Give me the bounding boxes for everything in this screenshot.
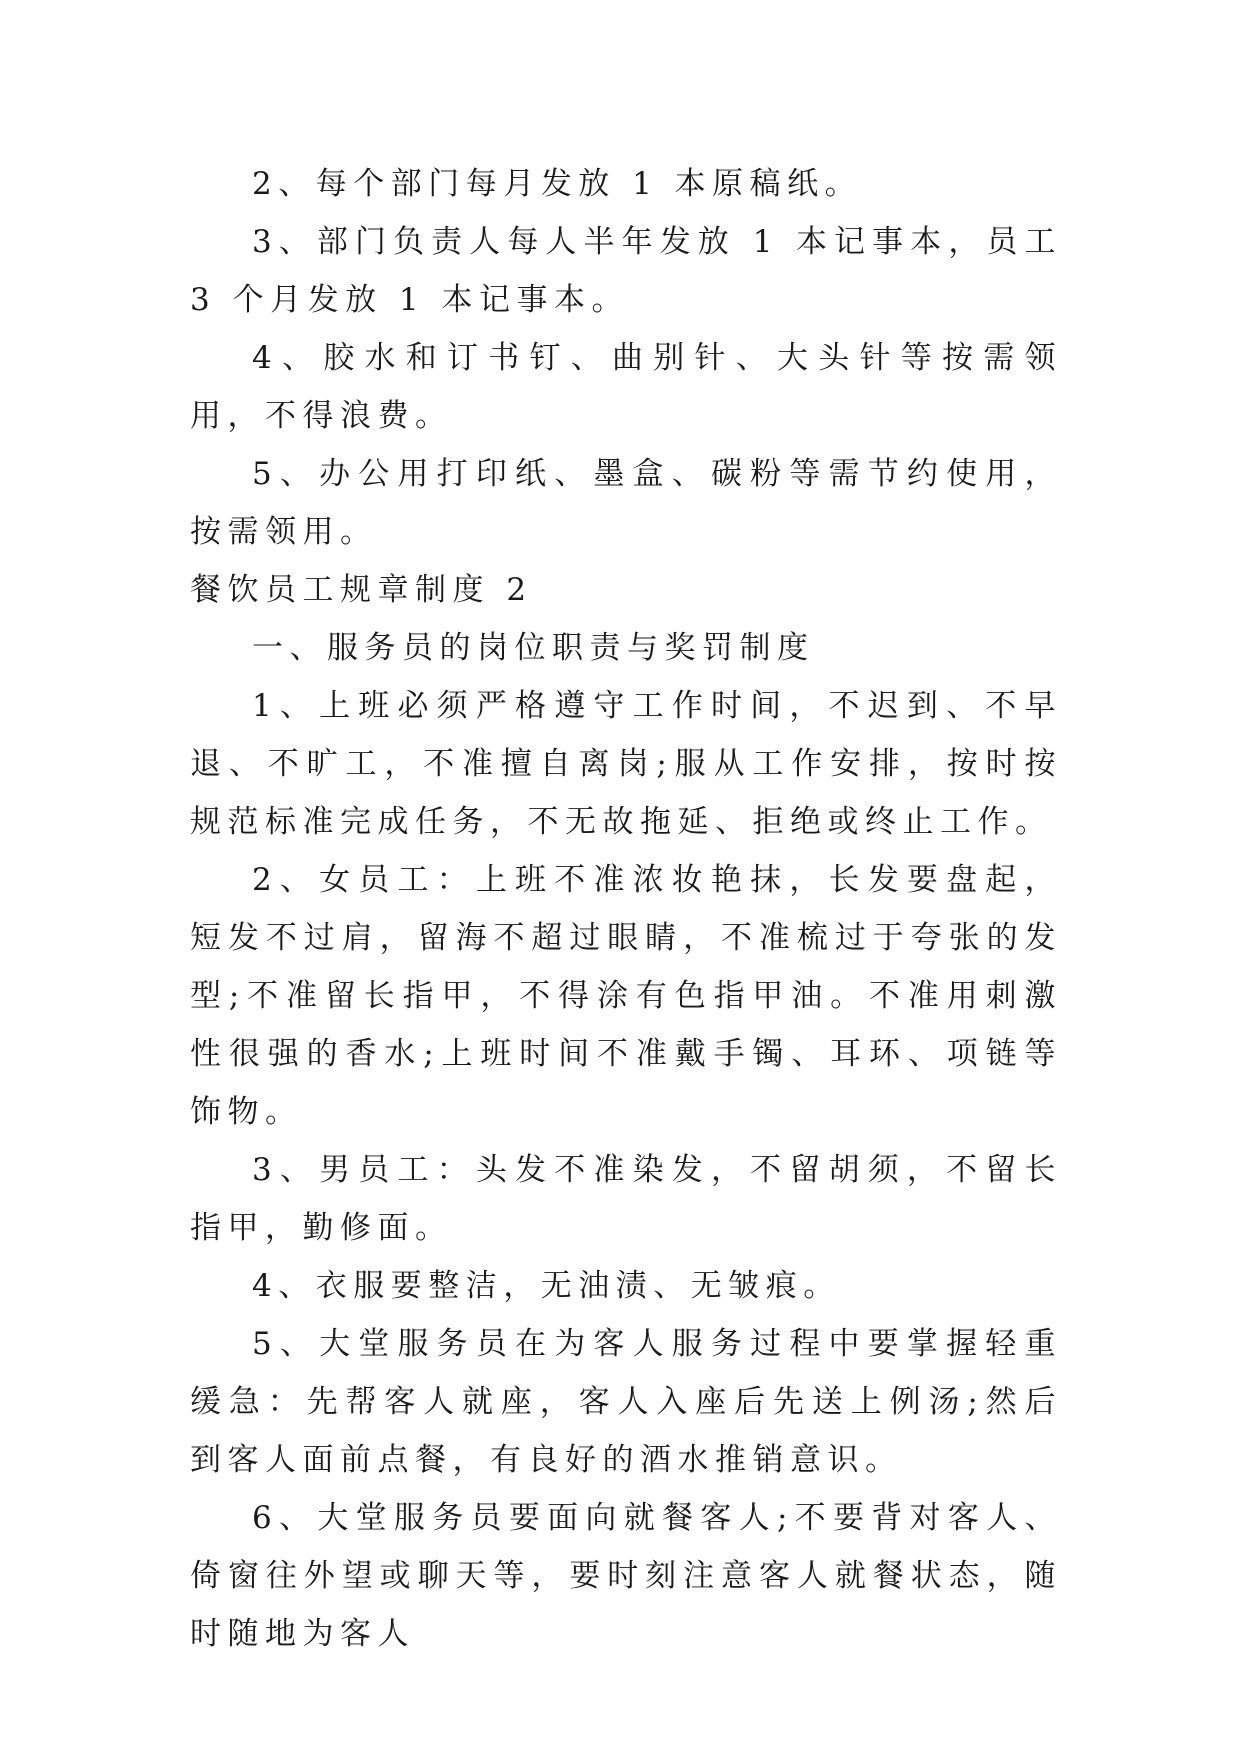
rule-item-1: 1、上班必须严格遵守工作时间，不迟到、不早退、不旷工，不准擅自离岗;服从工作安排，按时按规范标准完成任务，不无故拖延、拒绝或终止工作。 <box>190 688 1062 840</box>
paragraph-item-3: 3、部门负责人每人半年发放 1 本记事本，员工 3 个月发放 1 本记事本。 <box>190 224 1062 318</box>
section-heading: 餐饮员工规章制度 2 <box>190 572 533 608</box>
paragraph-item-5: 5、办公用打印纸、墨盒、碳粉等需节约使用，按需领用。 <box>190 456 1062 550</box>
paragraph-item-2: 2、每个部门每月发放 1 本原稿纸。 <box>252 166 863 202</box>
rule-item-3: 3、男员工：头发不准染发，不留胡须，不留长指甲，勤修面。 <box>190 1152 1062 1246</box>
document-body <box>190 155 1062 1663</box>
subsection-heading: 一、服务员的岗位职责与奖罚制度 <box>252 630 815 666</box>
rule-item-6: 6、大堂服务员要面向就餐客人;不要背对客人、倚窗往外望或聊天等，要时刻注意客人就餐状态，随时随地为客人 <box>190 1500 1062 1652</box>
rule-item-2: 2、女员工：上班不准浓妆艳抹，长发要盘起，短发不过肩，留海不超过眼睛，不准梳过于夸张的发型;不准留长指甲，不得涂有色指甲油。不准用刺激性很强的香水;上班时间不准戴手镯、耳环、项链等饰物。 <box>190 862 1062 1130</box>
rule-item-4: 4、衣服要整洁，无油渍、无皱痕。 <box>252 1268 841 1304</box>
paragraph-item-4: 4、胶水和订书钉、曲别针、大头针等按需领用，不得浪费。 <box>190 340 1062 434</box>
rule-item-5: 5、大堂服务员在为客人服务过程中要掌握轻重缓急：先帮客人就座，客人入座后先送上例汤;然后到客人面前点餐，有良好的酒水推销意识。 <box>190 1326 1062 1478</box>
